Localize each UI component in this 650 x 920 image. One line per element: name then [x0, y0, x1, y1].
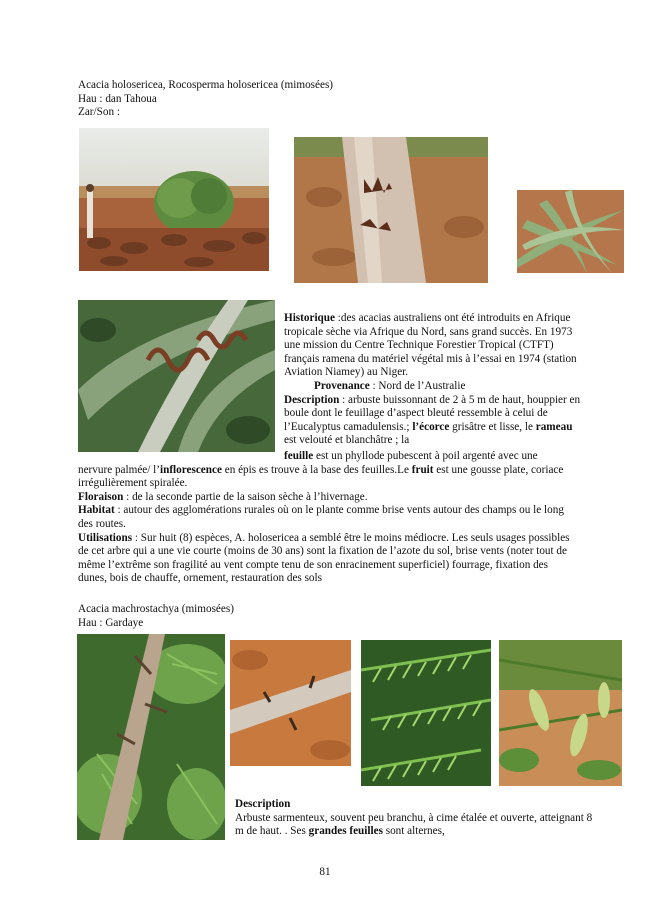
fruit-label: fruit — [411, 463, 434, 476]
habitat-label: Habitat — [78, 504, 115, 517]
floraison-label: Floraison — [78, 490, 124, 503]
species1-name: Acacia holosericea, Rocosperma holosericea (mimosées) — [78, 79, 334, 91]
provenance-paragraph — [284, 380, 584, 394]
grandes-feuilles-label: grandes feuilles — [308, 825, 383, 838]
rameau-label: rameau — [535, 420, 573, 433]
description-paragraph-part1 — [284, 394, 584, 448]
species2-hausa-name: Hau : Gardaye — [78, 616, 144, 629]
description-text-4a: est un phyllode pubescent à poil argenté avec une — [313, 450, 538, 462]
feuille-label: feuille — [284, 450, 314, 462]
description-paragraph-part2 — [78, 450, 572, 464]
description-paragraph-part3 — [78, 464, 572, 491]
species2-description — [235, 798, 595, 839]
provenance-label: Provenance — [314, 379, 370, 392]
habitat-paragraph — [78, 504, 572, 531]
historique-paragraph — [284, 312, 584, 380]
description-label: Description — [284, 393, 340, 406]
inflorescence-label: inflorescence — [160, 463, 222, 476]
species2-description-paragraph — [235, 812, 595, 839]
species2-description-label: Description — [235, 798, 291, 810]
pinnate-leaves-photo — [361, 640, 491, 786]
utilisations-paragraph — [78, 532, 572, 586]
species2-header — [78, 603, 498, 630]
ecorce-label: l’écorce — [412, 420, 450, 433]
species2-description-heading — [235, 798, 595, 812]
utilisations-label: Utilisations — [78, 531, 133, 544]
floraison-paragraph — [78, 491, 572, 505]
species2-name: Acacia machrostachya (mimosées) — [78, 603, 234, 615]
utilisations-text: : Sur huit (8) espèces, A. holosericea a semblé être le moins médiocre. Les seuls usages possibles de cet arbre qui a une vie courte (moins de 30 ans) sont la fixation de l’azote du sol, brise vents (noter tout de même l’extrême son fragilité au vent compte tenu de son enracinement superficiel) fourrage, fixation des dunes, bois de chauffe, ornement, restauration des sols — [78, 531, 570, 585]
species1-hausa-name: Hau : dan Tahoua — [78, 92, 157, 105]
flower-spikes-photo — [499, 640, 622, 786]
shrub-landscape-photo — [79, 128, 269, 271]
historique-label: Historique — [284, 312, 335, 324]
species2-description-text-1: Arbuste sarmenteux, souvent peu branchu, à cime étalée et ouverte, atteignant 8 m de haut. . Ses — [235, 811, 593, 838]
description-text-4b: nervure palmée/ l’ — [78, 463, 160, 476]
floraison-text: : de la seconde partie de la saison sèche à l’hivernage. — [123, 490, 368, 503]
provenance-text: : Nord de l’Australie — [369, 379, 466, 392]
species1-body — [78, 450, 572, 586]
species1-header — [78, 79, 498, 120]
description-text-1: : arbuste buissonnant de 2 à 5 m de haut, houppier en boule dont le feuillage d’aspect bleuté ressemble à celui de l’Eucalyptus camadulensis.; — [284, 393, 581, 433]
description-text-5: en épis es trouve à la base des feuilles.Le — [221, 463, 412, 476]
species1-zarma-name: Zar/Son : — [78, 106, 120, 119]
thorny-branch-photo — [77, 634, 225, 840]
pods-closeup-photo — [78, 300, 275, 452]
description-text-2: grisâtre et lisse, le — [449, 420, 536, 433]
historique-text: :des acacias australiens ont été introduits en Afrique tropicale sèche via Afrique du Nord, sans grand succès. En 1973 une mission du Centre Technique Forestier Tropical (CTFT) français ramena du matériel végétal mis à l’essai en 1974 (station Aviation Niamey) au Niger. — [284, 312, 577, 379]
leaves-photo — [517, 190, 624, 273]
habitat-text: : autour des agglomérations rurales où on le plante comme brise vents autour des champs ou le long des routes. — [78, 504, 564, 530]
page-number: 81 — [319, 866, 331, 878]
trunk-bark-photo — [294, 137, 488, 283]
species2-description-text-2: sont alternes, — [382, 825, 445, 838]
description-text-3: est velouté et blanchâtre ; la — [284, 434, 410, 447]
description-text-6: est une gousse plate, coriace irrégulièrement spiralée. — [78, 463, 564, 490]
branch-thorns-photo — [230, 640, 351, 766]
historique-block — [284, 312, 584, 448]
